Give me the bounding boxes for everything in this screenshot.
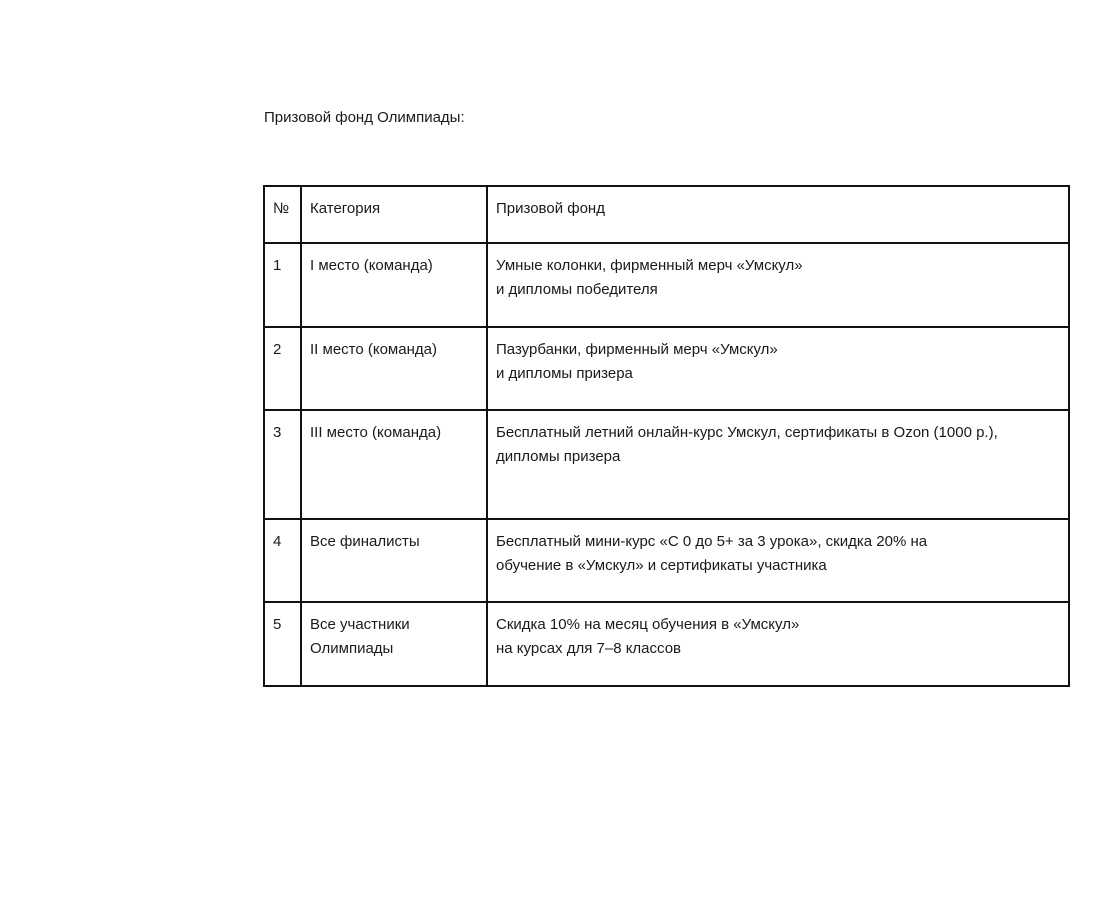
row-number: 3 <box>264 410 301 519</box>
row-number: 2 <box>264 327 301 410</box>
table-row <box>264 410 1069 519</box>
prize-line: и дипломы призера <box>496 365 633 382</box>
row-number: 1 <box>264 243 301 327</box>
row-prize <box>487 243 1069 327</box>
row-category <box>301 519 487 602</box>
category-line: Олимпиады <box>310 640 394 657</box>
prize-line: Бесплатный мини-курс «С 0 до 5+ за 3 урока», скидка 20% на <box>496 533 928 550</box>
row-prize <box>487 519 1069 602</box>
prize-line: и дипломы победителя <box>496 281 658 298</box>
header-category: Категория <box>301 186 487 243</box>
table-header-row <box>264 186 1069 243</box>
table-row <box>264 243 1069 327</box>
row-prize <box>487 410 1069 519</box>
category-line: II место (команда) <box>310 341 437 358</box>
prize-line: на курсах для 7–8 классов <box>496 640 682 657</box>
prize-line: дипломы призера <box>496 448 621 465</box>
category-line: I место (команда) <box>310 257 433 274</box>
table-row <box>264 327 1069 410</box>
row-category <box>301 243 487 327</box>
row-number: 4 <box>264 519 301 602</box>
row-number: 5 <box>264 602 301 686</box>
category-line: III место (команда) <box>310 424 442 441</box>
row-prize <box>487 327 1069 410</box>
row-category <box>301 327 487 410</box>
row-category <box>301 602 487 686</box>
row-category <box>301 410 487 519</box>
category-line: Все финалисты <box>310 533 420 550</box>
category-line: Все участники <box>310 616 410 633</box>
prize-line: обучение в «Умскул» и сертификаты участника <box>496 557 827 574</box>
table-row <box>264 602 1069 686</box>
prize-line: Умные колонки, фирменный мерч «Умскул» <box>496 257 803 274</box>
prize-fund-table <box>263 185 1070 687</box>
row-prize <box>487 602 1069 686</box>
prize-line: Бесплатный летний онлайн-курс Умскул, сертификаты в Ozon (1000 р.), <box>496 424 998 441</box>
prize-line: Пазурбанки, фирменный мерч «Умскул» <box>496 341 778 358</box>
header-number: № <box>264 186 301 243</box>
page-title: Призовой фонд Олимпиады: <box>264 109 465 126</box>
header-prize: Призовой фонд <box>487 186 1069 243</box>
prize-line: Скидка 10% на месяц обучения в «Умскул» <box>496 616 800 633</box>
table-row <box>264 519 1069 602</box>
